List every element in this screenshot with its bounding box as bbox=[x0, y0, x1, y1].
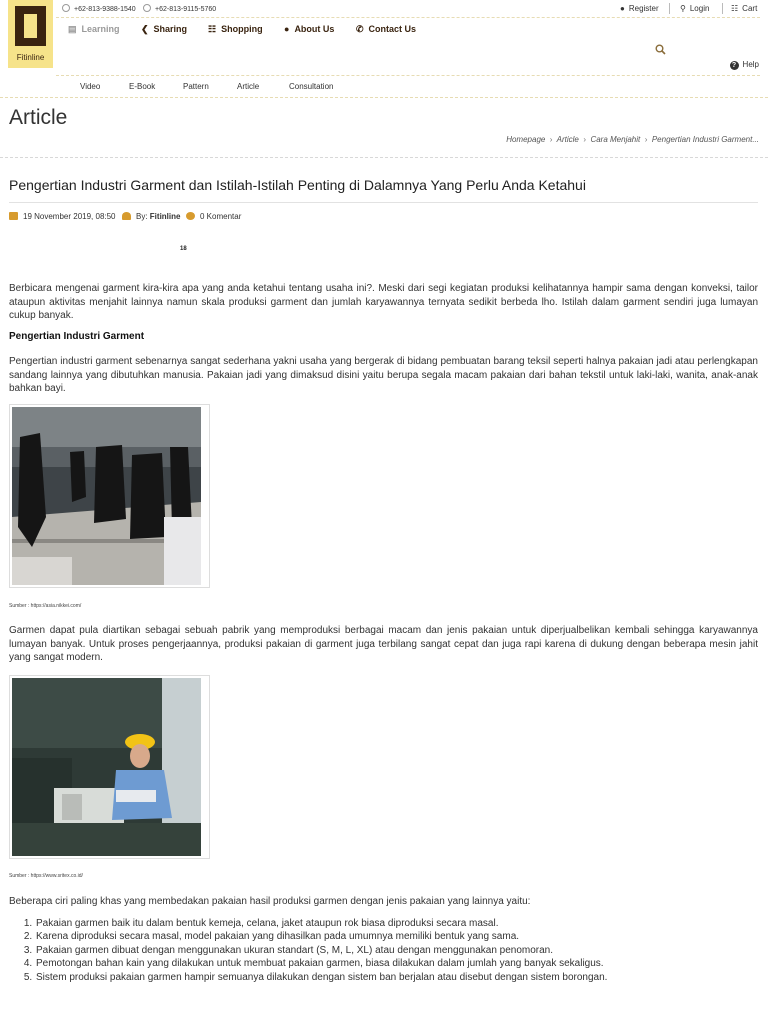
nav-contact-us[interactable]: ✆ Contact Us bbox=[356, 24, 417, 34]
comments-icon bbox=[186, 212, 195, 220]
list-item: 5. Sistem produksi pakaian garmen hampir semuanya dilakukan dengan sistem ban berjalan atau disebut dengan sistem borongan. bbox=[35, 971, 607, 984]
subnav-ebook[interactable]: E-Book bbox=[129, 82, 156, 91]
user-icon: ● bbox=[620, 4, 625, 13]
key-icon: ⚲ bbox=[680, 4, 686, 13]
paragraph: Garmen dapat pula diartikan sebagai sebuah pabrik yang memproduksi berbagai macam dan jenis pakaian untuk diperjualbelikan kembali sehingga karyawannya lumayan banyak. Untuk proses pengerjaannya, produksi pakaian di garment juga terbilang sangat cepat dan juga rapi karena di dukung dengan beberapa mesin jahit yang sangat modern. bbox=[9, 625, 758, 664]
logo-mark-icon bbox=[15, 6, 46, 46]
features-list bbox=[9, 917, 607, 984]
subnav-pattern[interactable]: Pattern bbox=[183, 82, 209, 91]
calendar-icon bbox=[9, 212, 18, 220]
share-icon: ❮ bbox=[141, 24, 149, 34]
list-item: 3. Pakaian garmen dibuat dengan menggunakan ukuran standart (S, M, L, XL) atau dengan menggunakan penomoran. bbox=[35, 944, 607, 957]
breadcrumb-current: Pengertian Industri Garment... bbox=[651, 135, 759, 144]
cart-link[interactable]: ☷ Cart bbox=[731, 4, 758, 13]
breadcrumb bbox=[506, 135, 759, 144]
nav-learning[interactable]: ▤ Learning bbox=[68, 24, 120, 34]
seamstress-photo bbox=[9, 675, 210, 859]
nav-about-us[interactable]: ● About Us bbox=[284, 24, 335, 34]
divider bbox=[56, 75, 760, 76]
divider bbox=[722, 3, 723, 14]
brand-name: Fitinline bbox=[16, 53, 45, 62]
nav-sharing[interactable]: ❮ Sharing bbox=[141, 24, 188, 34]
page-title: Article bbox=[9, 106, 68, 129]
search-icon[interactable] bbox=[655, 42, 666, 53]
article-author: By: Fitinline bbox=[122, 212, 180, 221]
section-heading: Pengertian Industri Garment bbox=[9, 331, 145, 342]
phone-icon: ✆ bbox=[356, 24, 364, 34]
breadcrumb-article[interactable]: Article bbox=[556, 135, 579, 144]
divider bbox=[9, 202, 758, 203]
breadcrumb-home[interactable]: Homepage bbox=[506, 135, 546, 144]
article-title: Pengertian Industri Garment dan Istilah-Istilah Penting di Dalamnya Yang Perlu Anda Ketahui bbox=[9, 177, 586, 193]
user-icon: ● bbox=[284, 24, 290, 34]
login-link[interactable]: ⚲ Login bbox=[680, 4, 710, 13]
share-count: 18 bbox=[180, 246, 187, 252]
whatsapp-icon bbox=[62, 4, 70, 12]
list-item: 1. Pakaian garmen baik itu dalam bentuk kemeja, celana, jaket ataupun rok biasa diproduksi secara masal. bbox=[35, 917, 607, 930]
phone-2[interactable]: +62-813-9115-5760 bbox=[143, 4, 216, 13]
subnav-video[interactable]: Video bbox=[80, 82, 101, 91]
divider bbox=[56, 17, 760, 18]
article-date: 19 November 2019, 08:50 bbox=[9, 212, 116, 221]
photo-source: Sumber : https://www.sritex.co.id/ bbox=[9, 873, 83, 879]
breadcrumb-category[interactable]: Cara Menjahit bbox=[590, 135, 641, 144]
book-icon: ▤ bbox=[68, 24, 77, 34]
question-icon: ? bbox=[730, 61, 739, 70]
divider bbox=[669, 3, 670, 14]
subnav-consultation[interactable]: Consultation bbox=[289, 82, 334, 91]
paragraph: Pengertian industri garment sebenarnya sangat sederhana yakni usaha yang bergerak di bidang pembuatan barang teksil seperti halnya pakaian jadi atau perlengkapan sandang lainnya yang dibutuhkan manusia. Pakaian jadi yang dimaksud disini yaitu berupa segala macam pakaian dari bahan tekstil untuk laki-laki, wanita, anak-anak bahkan bayi. bbox=[9, 356, 758, 395]
photo-source: Sumber : https://asia.nikkei.com/ bbox=[9, 603, 82, 609]
brand-logo[interactable] bbox=[8, 0, 53, 68]
chevron-right-icon: › bbox=[581, 135, 589, 144]
divider bbox=[0, 157, 768, 158]
author-link[interactable]: Fitinline bbox=[149, 212, 181, 221]
chevron-right-icon: › bbox=[547, 135, 555, 144]
cart-icon: ☷ bbox=[731, 4, 739, 13]
nav-shopping[interactable]: ☷ Shopping bbox=[208, 24, 263, 34]
cart-icon: ☷ bbox=[208, 24, 217, 34]
phone-1[interactable]: +62-813-9388-1540 bbox=[62, 4, 136, 13]
user-icon bbox=[122, 212, 131, 220]
list-item: 4. Pemotongan bahan kain yang dilakukan untuk membuat pakaian garmen, biasa dilakukan dalam jumlah yang banyak sekaligus. bbox=[35, 957, 607, 970]
register-link[interactable]: ● Register bbox=[620, 4, 659, 13]
chevron-right-icon: › bbox=[642, 135, 650, 144]
paragraph: Berbicara mengenai garment kira-kira apa yang anda ketahui tentang usaha ini?. Meski dari segi kegiatan produksi kelihatannya hampir sama dengan konveksi, tailor ataupun aktivitas menjahit lainnya namun skala produksi garment dan jumlah karyawannya ternyata sedikit berbeda lho. Istilah dalam garment sendiri juga lumayan cukup banyak. bbox=[9, 283, 758, 322]
article-comments[interactable]: 0 Komentar bbox=[186, 212, 241, 221]
subnav-article[interactable]: Article bbox=[237, 82, 260, 91]
divider bbox=[0, 97, 768, 98]
whatsapp-icon bbox=[143, 4, 151, 12]
help-link[interactable]: ? Help bbox=[730, 60, 759, 70]
list-item: 2. Karena diproduksi secara masal, model pakaian yang dihasilkan pada umumnya memiliki bentuk yang sama. bbox=[35, 930, 607, 943]
paragraph: Beberapa ciri paling khas yang membedakan pakaian hasil produksi garmen dengan jenis pakaian yang lainnya yaitu: bbox=[9, 896, 531, 907]
factory-photo bbox=[9, 404, 210, 588]
